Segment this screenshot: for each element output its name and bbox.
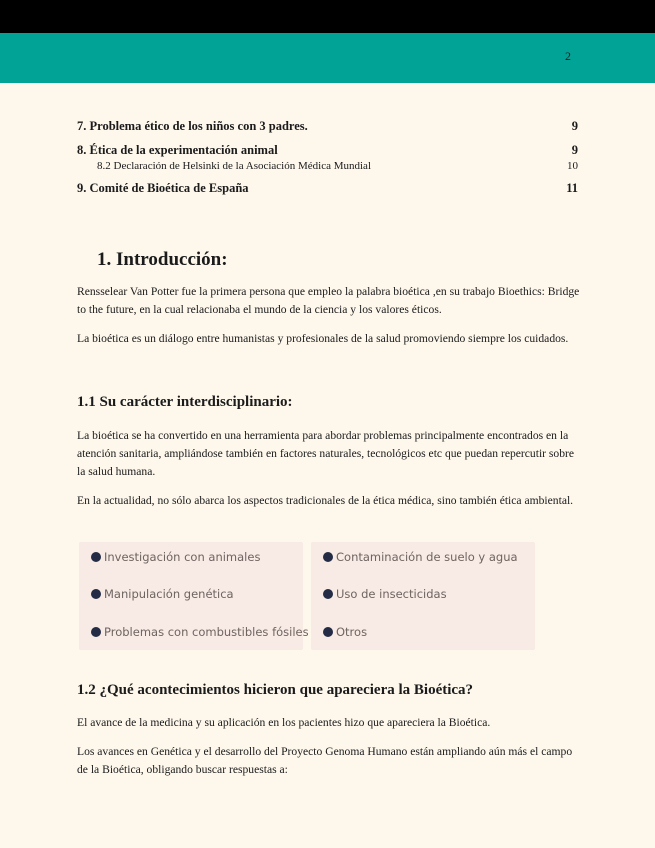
bullet-item: Otros (323, 625, 367, 639)
bullet-dot-icon (91, 552, 101, 562)
toc-entry-label: 7. Problema ético de los niños con 3 padres. (77, 119, 308, 133)
paragraph: Rensselear Van Potter fue la primera persona que empleo la palabra bioética ,en su trabajo Bioethics: Bridge to the future, en la cual relacionaba el mundo de la ciencia y los valores éticos. (77, 285, 580, 316)
top-black-bar (0, 0, 655, 33)
toc-entry-page: 11 (566, 181, 578, 195)
page-number: 2 (565, 49, 571, 63)
paragraph: El avance de la medicina y su aplicación en los pacientes hizo que apareciera la Bioética. (77, 716, 491, 729)
section-1-heading: 1. Introducción: (97, 249, 228, 270)
paragraph: La bioética se ha convertido en una herramienta para abordar problemas principalmente encontrados en la atención sanitaria, ampliándose también en factores naturales, tecnológicos etc que puedan repercutir sobre la salud humana. (77, 429, 575, 478)
toc-entry-label: 8.2 Declaración de Helsinki de la Asociación Médica Mundial (97, 160, 371, 172)
toc-entry-page: 9 (571, 143, 578, 157)
bullet-dot-icon (323, 552, 333, 562)
paragraph: La bioética es un diálogo entre humanistas y profesionales de la salud promoviendo siempre los cuidados. (77, 332, 569, 345)
toc-entry[interactable] (77, 179, 578, 203)
paragraph: En la actualidad, no sólo abarca los aspectos tradicionales de la ética médica, sino también ética ambiental. (77, 494, 574, 507)
toc-subentry[interactable] (77, 159, 578, 179)
table-of-contents (77, 117, 578, 203)
bullet-dot-icon (323, 627, 333, 637)
paragraph: Los avances en Genética y el desarrollo del Proyecto Genoma Humano están ampliando aún más el campo de la Bioética, obligando buscar respuestas a: (77, 745, 573, 776)
bullet-item: Uso de insecticidas (323, 587, 447, 601)
section-1-1-heading: 1.1 Su carácter interdisciplinario: (77, 394, 293, 410)
bullet-dot-icon (91, 589, 101, 599)
bullet-dot-icon (91, 627, 101, 637)
bullet-dot-icon (323, 589, 333, 599)
bullet-item: Manipulación genética (91, 587, 234, 601)
toc-entry-page: 10 (567, 160, 578, 172)
toc-entry-label: 8. Ética de la experimentación animal (77, 143, 278, 157)
toc-entry-page: 9 (571, 119, 578, 133)
bullet-item: Contaminación de suelo y agua (323, 550, 518, 564)
section-1-2-heading: 1.2 ¿Qué acontecimientos hicieron que apareciera la Bioética? (77, 682, 474, 698)
toc-entry-label: 9. Comité de Bioética de España (77, 181, 249, 195)
toc-entry[interactable] (77, 117, 578, 141)
bullet-item: Problemas con combustibles fósiles (91, 625, 309, 639)
bullet-item: Investigación con animales (91, 550, 260, 564)
header-band (0, 33, 655, 83)
